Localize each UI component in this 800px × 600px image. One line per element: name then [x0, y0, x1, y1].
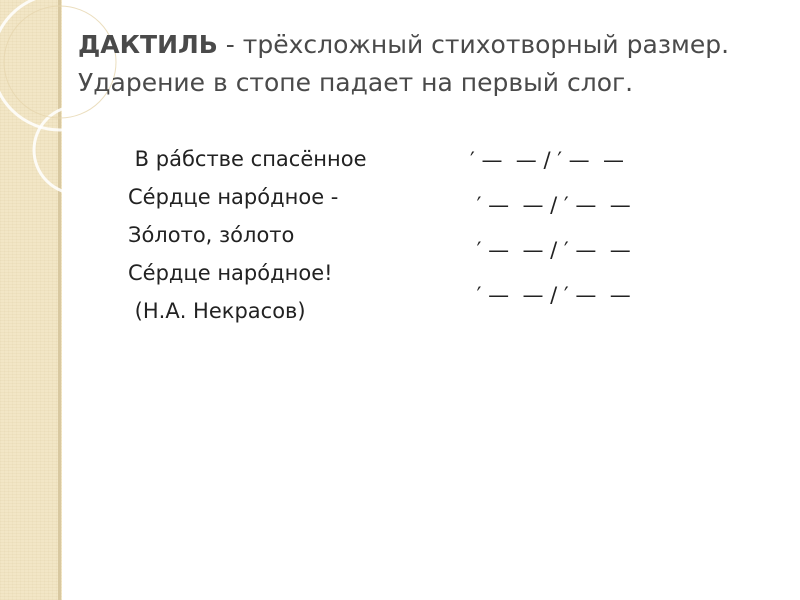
poem-excerpt — [128, 140, 448, 330]
title-line-2: Ударение в стопе падает на первый слог. — [78, 68, 634, 97]
poem-line: Зо́лото, зо́лото — [128, 223, 295, 247]
title-line-1 — [78, 26, 778, 64]
slide-title — [78, 26, 778, 102]
decorative-circle-small — [34, 106, 122, 194]
title-term: ДАКТИЛЬ — [78, 30, 218, 59]
meter-line: ′ — — / ′ — — — [470, 283, 631, 307]
poem-line: Се́рдце наро́дное - — [128, 185, 339, 209]
meter-line: ′ — — / ′ — — — [470, 238, 631, 262]
poem-attribution: (Н.А. Некрасов) — [128, 299, 306, 323]
poem-line: Се́рдце наро́дное! — [128, 261, 333, 285]
poem-line: В ра́бстве спасённое — [128, 147, 367, 171]
meter-line: ′ — — / ′ — — — [470, 193, 631, 217]
meter-line: ′ — — / ′ — — — [470, 148, 625, 172]
title-definition: - трёхсложный стихотворный размер. — [217, 30, 730, 59]
meter-scheme — [470, 138, 720, 318]
